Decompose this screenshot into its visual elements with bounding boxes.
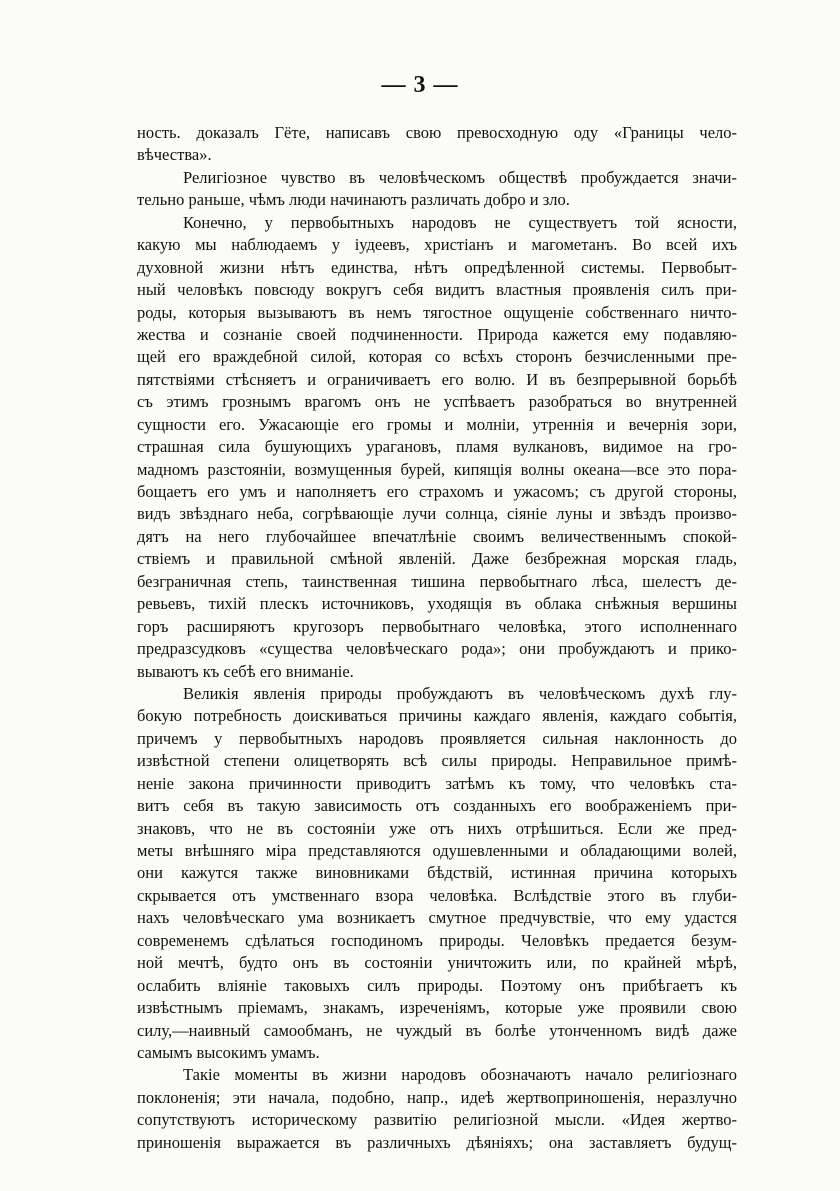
text-line: они кажутся также виновниками бѣдствій, истинная причина которыхъ (137, 863, 737, 883)
text-line: духовной жизни нѣтъ единства, нѣтъ опредѣленной системы. Первобыт- (137, 257, 737, 277)
text-line: бокую потребность доискиваться причины каждаго явленія, каждаго событія, (137, 706, 737, 726)
text-line: вываютъ къ себѣ его вниманіе. (137, 661, 354, 681)
text-line: силу,—наивный самообманъ, не чуждый въ болѣе утонченномъ видѣ даже (137, 1020, 737, 1040)
text-line: горъ расширяютъ кругозоръ первобытнаго человѣка, этого исполненнаго (137, 616, 737, 636)
page-number: — 3 — (381, 72, 459, 98)
text-line: знаковъ, что не въ состояніи уже отъ нихъ отрѣшиться. Если же пред- (137, 818, 737, 838)
text-line: ствіемъ и правильной смѣной явленій. Даже безбрежная морская гладь, (137, 549, 737, 569)
text-line: извѣстнымъ пріемамъ, знакамъ, изреченіямъ, которые уже проявили свою (137, 998, 737, 1018)
text-line: скрывается отъ умственнаго взора человѣка. Вслѣдствіе этого въ глуби- (137, 885, 737, 905)
text-line: витъ себя въ такую зависимость отъ созданныхъ его воображеніемъ при- (137, 796, 737, 816)
text-line: нахъ человѣческаго ума возникаетъ смутное предчувствіе, что ему удастся (137, 908, 737, 928)
text-line: предразсудковъ «существа человѣческаго рода»; они пробуждаютъ и прико- (137, 639, 737, 659)
text-line: какую мы наблюдаемъ у іудеевъ, христіанъ и магометанъ. Во всей ихъ (137, 235, 737, 255)
text-line: ревьевъ, тихій плескъ источниковъ, уходящія въ облака снѣжныя вершины (137, 594, 737, 614)
text-line: ной мечтѣ, будто онъ въ состояніи уничтожить или, по крайней мѣрѣ, (137, 953, 737, 973)
text-line: страшная сила бушующихъ урагановъ, пламя вулкановъ, видимое на гро- (137, 437, 737, 457)
text-body (137, 122, 737, 1154)
text-line: ослабить вліяніе таковыхъ силъ природы. Поэтому онъ прибѣгаетъ къ (137, 975, 737, 995)
text-line: съ этимъ грознымъ врагомъ онъ не успѣваетъ разобраться во внутренней (137, 392, 737, 412)
text-line: поклоненія; эти начала, подобно, напр., идеѣ жертвоприношенія, неразлучно (137, 1087, 737, 1107)
text-line: жества и сознаніе своей подчиненности. Природа кажется ему подавляю- (137, 324, 737, 344)
text-line: бощаетъ его умъ и наполняетъ его страхомъ и ужасомъ; съ другой стороны, (137, 482, 737, 501)
text-line: сопутствуютъ историческому развитію религіозной мысли. «Идея жертво- (137, 1110, 737, 1130)
text-line: тельно раньше, чѣмъ люди начинаютъ различать добро и зло. (137, 190, 570, 210)
text-line: дятъ на него глубочайшее впечатлѣніе своимъ величественнымъ спокой- (137, 526, 737, 546)
text-line: безграничная степь, таинственная тишина первобытнаго лѣса, шелестъ де- (137, 571, 737, 591)
text-line: пятствіями стѣсняетъ и ограничиваетъ его волю. И въ безпрерывной борьбѣ (137, 369, 737, 389)
text-line: причемъ у первобытныхъ народовъ проявляется сильная наклонность до (137, 728, 737, 748)
paragraph (137, 122, 737, 167)
text-line: Великія явленія природы пробуждаютъ въ человѣческомъ духѣ глу- (183, 683, 737, 703)
text-line: Религіозное чувство въ человѣческомъ обществѣ пробуждается значи- (183, 167, 737, 187)
text-line: видъ звѣзднаго неба, согрѣвающіе лучи солнца, сіяніе луны и звѣздъ произво- (137, 504, 737, 524)
text-line: Конечно, у первобытныхъ народовъ не существуетъ той ясности, (183, 212, 737, 232)
text-line: самымъ высокимъ умамъ. (137, 1042, 320, 1062)
text-line: мадномъ разстояніи, возмущенныя бурей, кипящія волны океана—все это пора- (137, 459, 737, 479)
text-line: ный человѣкъ повсюду вокругъ себя видитъ властныя проявленія силъ при- (137, 280, 737, 300)
paragraph (137, 167, 737, 212)
text-line: извѣстной степени олицетворять всѣ силы природы. Неправильное примѣ- (137, 751, 737, 771)
paragraph (137, 212, 737, 683)
text-line: сущности его. Ужасающіе его громы и молніи, утреннія и вечернія зори, (137, 414, 737, 434)
text-line: щей его враждебной силой, которая со всѣхъ сторонъ безчисленными пре- (137, 347, 737, 367)
text-line: роды, которыя вызываютъ въ немъ тягостное ощущеніе собственнаго ничто- (137, 302, 737, 322)
paragraph (137, 683, 737, 1064)
paragraph (137, 1064, 737, 1154)
text-line: ность. доказалъ Гёте, написавъ свою превосходную оду «Границы чело- (137, 123, 737, 142)
text-line: меты внѣшняго міра представляются одушевленными и обладающими волей, (137, 841, 737, 860)
text-line: неніе закона причинности приводитъ затѣмъ къ тому, что человѣкъ ста- (137, 773, 737, 793)
text-line: приношенія выражается въ различныхъ дѣяніяхъ; она заставляетъ будущ- (137, 1132, 737, 1152)
text-line: современемъ сдѣлаться господиномъ природы. Человѣкъ предается безум- (137, 930, 737, 950)
text-line: вѣчества». (137, 145, 212, 165)
text-line: Такіе моменты въ жизни народовъ обозначаютъ начало религіознаго (183, 1065, 737, 1085)
